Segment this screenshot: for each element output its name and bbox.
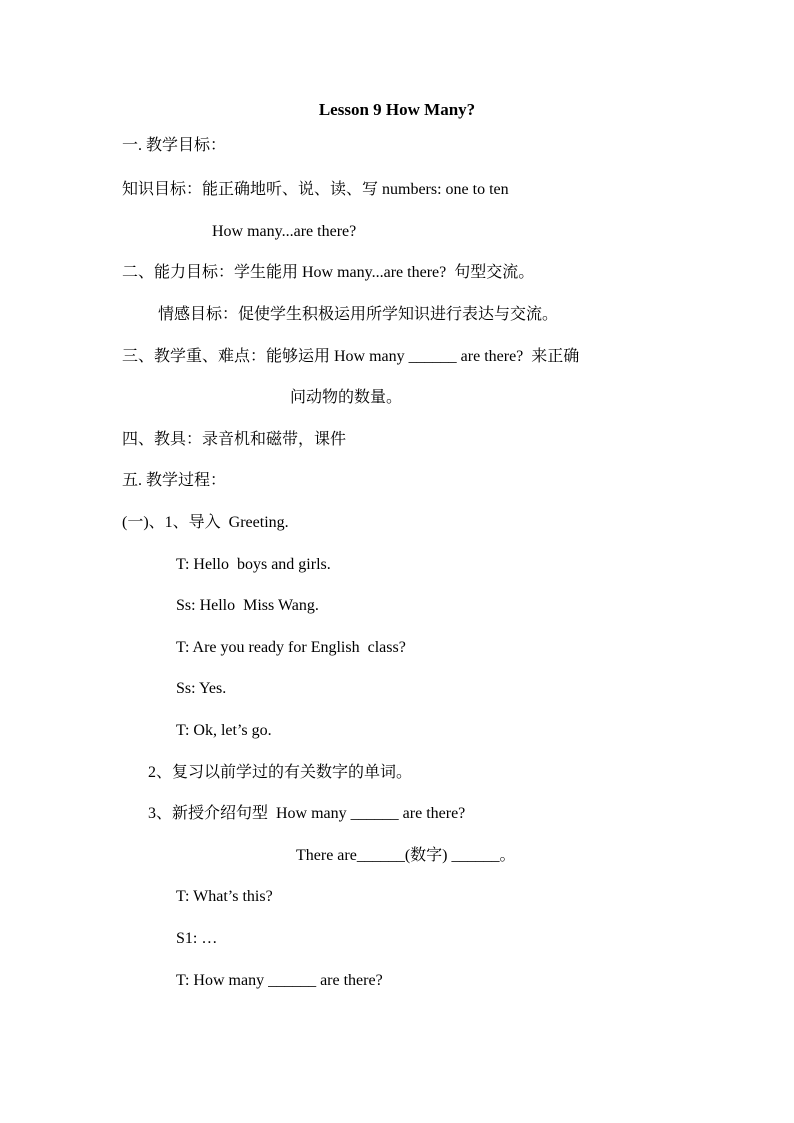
step-new-pattern: 3、新授介绍句型 How many ______ are there? [148,805,466,822]
section-heading-process: 五. 教学过程： [122,472,227,489]
key-difficulty-continued: 问动物的数量。 [290,389,403,406]
step-review: 2、复习以前学过的有关数字的单词。 [148,764,413,781]
lesson-title: Lesson 9 How Many? [318,100,476,119]
dialogue-line: T: What’s this? [176,888,273,905]
emotion-objective: 情感目标：促使学生积极运用所学知识进行表达与交流。 [158,306,559,323]
pattern-answer: There are______(数字) ______。 [296,847,516,864]
dialogue-line: T: Hello boys and girls. [176,556,331,573]
dialogue-line: Ss: Yes. [176,680,227,697]
knowledge-objective: 知识目标：能正确地听、说、读、写 numbers: one to ten [122,181,509,198]
dialogue-line: T: How many ______ are there? [176,972,383,989]
section-heading-objectives: 一. 教学目标： [122,137,227,154]
dialogue-line: Ss: Hello Miss Wang. [176,597,319,614]
ability-objective: 二、能力目标：学生能用 How many...are there? 句型交流。 [122,264,535,281]
step-greeting: (一)、1、导入 Greeting. [122,514,289,531]
dialogue-line: S1: … [176,930,218,947]
teaching-aids: 四、教具：录音机和磁带，课件 [122,431,347,448]
dialogue-line: T: Are you ready for English class? [176,639,406,656]
dialogue-line: T: Ok, let’s go. [176,722,272,739]
key-difficulty: 三、教学重、难点：能够运用 How many ______ are there? 来正确 [122,348,580,365]
knowledge-objective-pattern: How many...are there? [212,223,357,240]
